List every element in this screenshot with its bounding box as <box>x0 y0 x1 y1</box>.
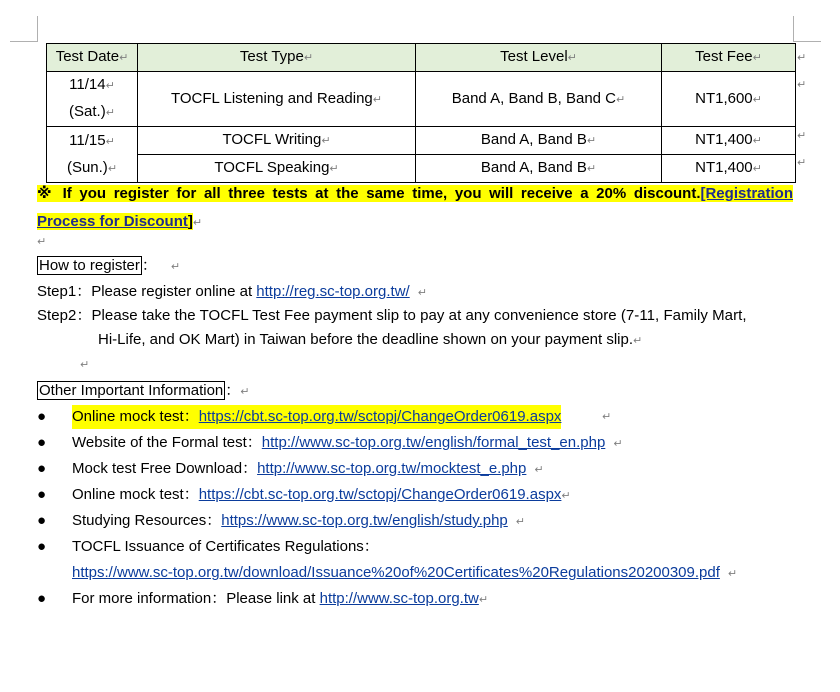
step2-line-continued: Hi-Life, and OK Mart) in Taiwan before the deadline shown on your payment slip.↵ <box>98 331 643 348</box>
cell-fee: NT1,400↵ <box>662 155 796 183</box>
how-to-register-label: How to register <box>39 257 140 274</box>
empty-paragraph-mark: ↵ <box>80 359 90 371</box>
other-info-label: Other Important Information <box>39 382 224 399</box>
certificate-regulations-link[interactable]: https://www.sc-top.org.tw/download/Issuance%20of%20Certificates%20Regulations20200309.pdf <box>72 564 720 581</box>
bullet-icon: ● <box>37 460 47 477</box>
discount-notice: ※ If you register for all three tests at the same time, you will receive a 20% discount.[Registration Process for Discount]↵ <box>37 185 793 230</box>
cell-type: TOCFL Writing↵ <box>138 127 416 155</box>
bullet-icon: ● <box>37 434 47 451</box>
cell-fee: NT1,600↵ <box>662 72 796 127</box>
formal-test-link[interactable]: http://www.sc-top.org.tw/english/formal_test_en.php <box>261 434 606 451</box>
bullet-icon: ● <box>37 538 47 555</box>
cell-level: Band A, Band B, Band C↵ <box>416 72 662 127</box>
cell-level: Band A, Band B↵ <box>416 155 662 183</box>
header-test-date: Test Date↵ <box>47 44 138 72</box>
bullet-icon: ● <box>37 590 47 607</box>
online-mock-test-link[interactable]: https://cbt.sc-top.org.tw/sctopj/ChangeOrder0619.aspx <box>198 408 562 425</box>
header-test-fee: Test Fee↵ <box>662 44 796 72</box>
online-mock-test-link-2[interactable]: https://cbt.sc-top.org.tw/sctopj/ChangeOrder0619.aspx <box>198 486 562 503</box>
row-end-mark: ↵ <box>797 52 807 64</box>
header-test-level: Test Level↵ <box>416 44 662 72</box>
bullet-icon: ● <box>37 512 47 529</box>
registration-site-link[interactable]: http://reg.sc-top.org.tw/ <box>256 283 410 300</box>
more-information-link[interactable]: http://www.sc-top.org.tw <box>319 590 479 607</box>
registration-process-link[interactable]: [Registration Process for Discount <box>37 185 793 230</box>
crop-mark-right-h <box>793 41 821 42</box>
bullet-icon: ● <box>37 408 47 425</box>
crop-mark-right-v <box>793 16 794 42</box>
row-end-mark: ↵ <box>797 79 807 91</box>
bullet-icon: ● <box>37 486 47 503</box>
row-end-mark: ↵ <box>797 130 807 142</box>
mock-test-download-link[interactable]: http://www.sc-top.org.tw/mocktest_e.php <box>257 460 527 477</box>
cell-type: TOCFL Listening and Reading↵ <box>138 72 416 127</box>
header-test-type: Test Type↵ <box>138 44 416 72</box>
cell-type: TOCFL Speaking↵ <box>138 155 416 183</box>
row-end-mark: ↵ <box>797 157 807 169</box>
empty-paragraph-mark: ↵ <box>37 236 47 248</box>
crop-mark-left-v <box>37 16 38 42</box>
table-header-row <box>47 44 796 72</box>
other-info-heading: Other Important Information ：↵ <box>39 382 250 399</box>
cell-level: Band A, Band B↵ <box>416 127 662 155</box>
step2-line: Step2：Please take the TOCFL Test Fee payment slip to pay at any convenience store (7-11, Family Mart, <box>37 307 747 324</box>
cell-fee: NT1,400↵ <box>662 127 796 155</box>
discount-notice-text: ※ If you register for all three tests at the same time, you will receive a 20% discount.[Registration Process for Discount] <box>37 185 793 230</box>
table-row <box>47 155 796 183</box>
table-row <box>47 72 796 127</box>
table-row <box>47 127 796 155</box>
step1-line: Step1：Please register online at http://reg.sc-top.org.tw/ ↵ <box>37 283 427 300</box>
test-fee-table <box>46 43 796 183</box>
how-to-register-heading: How to register ： ↵ <box>39 257 181 274</box>
cell-date: 11/15↵ (Sun.)↵ <box>47 127 138 183</box>
crop-mark-left-h <box>10 41 38 42</box>
studying-resources-link[interactable]: https://www.sc-top.org.tw/english/study.php <box>221 512 508 529</box>
cell-date: 11/14↵ (Sat.)↵ <box>47 72 138 127</box>
